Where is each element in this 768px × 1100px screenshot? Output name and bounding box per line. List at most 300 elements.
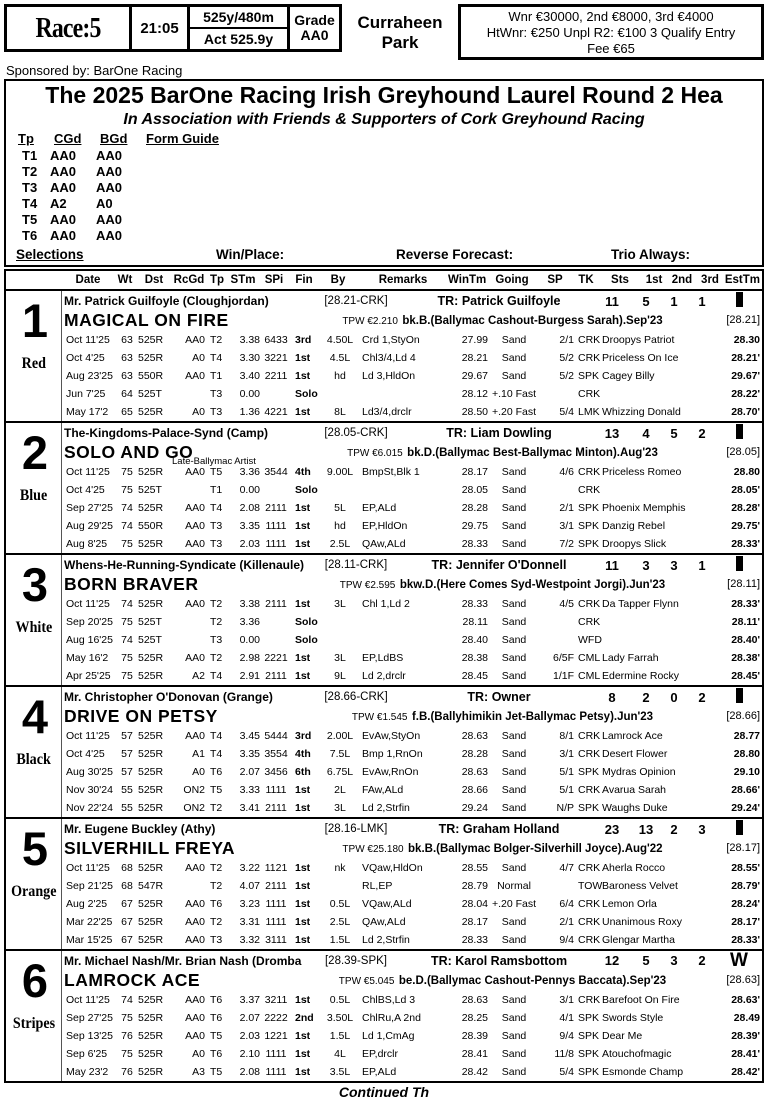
race-opponent: Swords Style	[602, 1012, 664, 1024]
race-sectional-time: 3.40	[239, 370, 260, 382]
race-track-code: SPK	[578, 502, 600, 514]
race-estimated-time: 28.33'	[731, 934, 760, 946]
race-trap: T2	[210, 802, 223, 814]
race-track-code: SPK	[578, 1048, 600, 1060]
race-going: Sand	[501, 670, 527, 682]
race-margin: 9L	[334, 670, 346, 682]
race-title: The 2025 BarOne Racing Irish Greyhound Laurel Round 2 Hea	[45, 82, 723, 108]
breeding-info: f.B.(Ballyhimikin Jet-Ballymac Petsy).Jun'23	[411, 711, 654, 723]
race-sectional-time: 3.38	[239, 598, 260, 610]
race-opponent: Glengar Martha	[602, 934, 675, 946]
race-grade: AA0	[185, 730, 205, 742]
race-history-row	[64, 481, 762, 499]
stat-starts: 12	[604, 953, 620, 968]
dog-section	[6, 553, 762, 685]
race-trap: T2	[210, 862, 223, 874]
race-remarks: Ld 2,Strfin	[362, 802, 410, 814]
race-sectional-time: 3.30	[239, 352, 260, 364]
race-estimated-time: 29.75'	[731, 520, 760, 532]
race-rows	[64, 727, 762, 817]
dog-header-line	[64, 555, 762, 573]
race-positions: 1111	[265, 916, 287, 928]
race-grade: AA0	[185, 466, 205, 478]
stat-thirds: 3	[698, 821, 706, 837]
race-rows	[64, 331, 762, 421]
race-track-code: CRK	[578, 730, 601, 742]
race-history-row	[64, 499, 762, 517]
race-distance: 525T	[138, 388, 162, 400]
race-trap: T4	[210, 730, 223, 742]
stat-firsts: 4	[642, 425, 650, 441]
race-opponent: Lamrock Ace	[602, 730, 663, 742]
race-number: Race:5	[35, 11, 101, 44]
race-positions: 3456	[264, 766, 288, 778]
fg-row	[18, 196, 762, 212]
race-estimated-time: 28.66'	[731, 784, 760, 796]
race-finish: 1st	[295, 406, 311, 418]
race-starting-price: 2/1	[559, 502, 574, 514]
seed-marker-icon	[716, 424, 762, 442]
race-track-code: CRK	[578, 352, 601, 364]
race-sectional-time: 3.41	[239, 802, 260, 814]
race-estimated-time: 29.24'	[731, 802, 760, 814]
race-date: May 16'2	[66, 652, 109, 664]
race-weight: 63	[121, 370, 133, 382]
race-history-row	[64, 595, 762, 613]
race-distance: 525T	[138, 634, 162, 646]
race-history-row	[64, 1009, 762, 1027]
race-going: Sand	[501, 652, 527, 664]
race-finish: 1st	[295, 802, 311, 814]
race-grade: AA0	[185, 862, 205, 874]
race-date: Oct 11'25	[66, 466, 110, 478]
race-weight: 75	[121, 616, 133, 628]
race-opponent: Unanimous Roxy	[602, 916, 682, 928]
race-estimated-time: 28.17'	[731, 916, 760, 928]
race-remarks: EP,ALd	[362, 1066, 397, 1078]
dog-content	[62, 951, 762, 1081]
race-track-code: CRK	[578, 466, 601, 478]
race-positions: 6433	[264, 334, 288, 346]
race-history-row	[64, 649, 762, 667]
stat-seconds: 1	[670, 293, 678, 309]
stat-starts: 8	[608, 689, 616, 705]
race-track-code: CRK	[578, 748, 601, 760]
race-trap: T2	[210, 616, 223, 628]
best-time: [28.63]	[726, 974, 760, 986]
race-history-row	[64, 463, 762, 481]
race-finish: 1st	[295, 880, 311, 892]
race-margin: 0.5L	[329, 898, 351, 910]
race-grade: AA0	[185, 334, 205, 346]
race-margin: 5L	[334, 502, 346, 514]
breeding-line	[299, 311, 706, 329]
race-remarks: QAw,ALd	[362, 538, 406, 550]
race-grade: ON2	[183, 802, 205, 814]
race-finish: 1st	[295, 652, 311, 664]
best-time-track: [28.11-CRK]	[324, 559, 388, 571]
trap-cell	[6, 291, 62, 421]
race-opponent: Lemon Orla	[602, 898, 657, 910]
race-win-time: 28.17	[461, 466, 488, 478]
race-date: Sep 20'25	[66, 616, 113, 628]
race-positions: 2111	[265, 880, 287, 892]
race-estimated-time: 28.22'	[731, 388, 760, 400]
race-distance: 525T	[138, 484, 162, 496]
breeding-info: bkw.D.(Here Comes Syd-Westpoint Jorgi).Jun'23	[399, 579, 666, 591]
race-trap: T5	[210, 466, 223, 478]
race-track-code: CRK	[578, 616, 601, 628]
owner-name: Mr. Michael Nash/Mr. Brian Nash (Dromba	[64, 953, 302, 968]
total-prize-won: TPW €2.210	[342, 316, 398, 327]
fg-tp: T4	[22, 196, 38, 211]
race-sectional-time: 3.31	[239, 916, 260, 928]
trainer-name: TR: Patrick Guilfoyle	[437, 294, 561, 308]
race-grade: A1	[192, 748, 205, 760]
trainer-name: TR: Graham Holland	[438, 822, 560, 836]
form-guide-header	[18, 130, 762, 148]
column-headers	[6, 271, 762, 291]
total-prize-won: TPW €1.545	[351, 712, 408, 723]
race-finish: 1st	[295, 1066, 311, 1078]
race-estimated-time: 29.10	[733, 766, 760, 778]
race-distance: 525R	[138, 1030, 164, 1042]
race-trap: T3	[210, 538, 223, 550]
race-going: +.20 Fast	[491, 898, 537, 910]
breeding-line	[299, 839, 706, 857]
race-date: Aug 16'25	[66, 634, 113, 646]
race-distance: 525R	[138, 1012, 164, 1024]
col-going: Going	[495, 274, 529, 286]
race-opponent: Edermine Rocky	[602, 670, 680, 682]
stat-starts: 11	[605, 557, 619, 573]
fg-cgd: AA0	[50, 148, 77, 163]
race-win-time: 28.50	[461, 406, 488, 418]
race-date: Aug 29'25	[66, 520, 113, 532]
race-going: Sand	[501, 502, 527, 514]
race-trap: T6	[210, 1012, 223, 1024]
race-remarks: Ld 1,CmAg	[362, 1030, 415, 1042]
race-margin: 3.50L	[326, 1012, 354, 1024]
race-remarks: FAw,ALd	[362, 784, 404, 796]
dog-name: BORN BRAVER	[64, 573, 199, 594]
race-win-time: 28.12	[461, 388, 488, 400]
race-history-row	[64, 349, 762, 367]
race-remarks: Bmp 1,RnOn	[362, 748, 423, 760]
race-starting-price: 5/2	[559, 370, 574, 382]
race-weight: 57	[121, 748, 133, 760]
race-distance: 525R	[138, 730, 164, 742]
race-trap: T3	[210, 634, 223, 646]
race-grade: AA0	[185, 934, 205, 946]
race-track-code: SPK	[578, 1066, 600, 1078]
trap-color-label: Stripes	[12, 1015, 55, 1032]
race-going: Sand	[501, 766, 527, 778]
owner-name: Mr. Patrick Guilfoyle (Cloughjordan)	[64, 294, 269, 308]
race-history-row	[64, 781, 762, 799]
race-remarks: VQaw,HldOn	[362, 862, 423, 874]
race-history-row	[64, 859, 762, 877]
race-trap: T4	[210, 502, 223, 514]
race-finish: Solo	[295, 616, 318, 628]
best-time: [28.17]	[726, 842, 760, 854]
race-date: Mar 15'25	[66, 934, 113, 946]
race-distance: 550R	[138, 520, 164, 532]
col-tp: Tp	[209, 274, 225, 286]
race-finish: 3rd	[295, 730, 312, 742]
race-margin: 7.5L	[329, 748, 351, 760]
race-remarks: Ld 2,Strfin	[362, 934, 410, 946]
stat-starts: 11	[605, 293, 619, 309]
race-number-cell	[7, 7, 129, 49]
stat-firsts: 2	[642, 689, 650, 705]
race-positions: 1121	[264, 862, 288, 874]
dog-header-line	[64, 423, 762, 441]
seed-marker-icon	[716, 556, 762, 574]
race-date: Oct 11'25	[66, 730, 110, 742]
trap-cell	[6, 951, 62, 1081]
prize-line-3: Fee €65	[587, 41, 635, 56]
col-sp: SP	[547, 274, 563, 286]
race-win-time: 29.24	[461, 802, 488, 814]
race-win-time: 28.33	[461, 934, 488, 946]
race-rows	[64, 595, 762, 685]
race-trap: T2	[210, 880, 223, 892]
race-date: Oct 4'25	[66, 484, 105, 496]
race-history-row	[64, 763, 762, 781]
race-distance: 525R	[138, 670, 164, 682]
dog-name: SOLO AND GO	[64, 441, 194, 462]
race-date: Oct 4'25	[66, 352, 105, 364]
race-date: Sep 21'25	[66, 880, 113, 892]
race-going: Sand	[501, 994, 527, 1006]
race-remarks: ChlRu,A 2nd	[362, 1012, 421, 1024]
race-positions: 1221	[264, 1030, 288, 1042]
race-estimated-time: 28.33'	[731, 538, 760, 550]
race-date: Aug 30'25	[66, 766, 113, 778]
best-time: [28.11]	[727, 578, 760, 590]
race-going: Sand	[501, 1066, 527, 1078]
race-weight: 65	[121, 406, 133, 418]
best-time-track: [28.21-CRK]	[324, 295, 388, 307]
race-sectional-time: 2.03	[239, 538, 260, 550]
race-remarks: Ld 2,drclr	[362, 670, 406, 682]
race-sectional-time: 3.33	[239, 784, 260, 796]
race-starting-price: 5/1	[559, 766, 574, 778]
race-estimated-time: 28.05'	[731, 484, 760, 496]
race-grade: A2	[192, 670, 205, 682]
seed-marker-icon	[716, 292, 762, 310]
race-trap: T3	[210, 520, 223, 532]
breeding-info: bk.B.(Ballymac Bolger-Silverhill Joyce).Aug'22	[408, 843, 663, 855]
race-track-code: CRK	[578, 784, 601, 796]
race-track-code: SPK	[578, 802, 600, 814]
race-distance: 525R	[138, 352, 164, 364]
race-starting-price: N/P	[556, 802, 574, 814]
race-trap: T4	[210, 748, 223, 760]
race-positions: 1111	[265, 784, 287, 796]
race-distance: 547R	[138, 880, 164, 892]
race-opponent: Barefoot On Fire	[602, 994, 680, 1006]
race-going: Sand	[501, 784, 527, 796]
race-sectional-time: 3.22	[239, 862, 260, 874]
race-finish: 1st	[295, 784, 311, 796]
race-remarks: EvAw,RnOn	[362, 766, 419, 778]
race-positions: 2111	[265, 802, 287, 814]
race-weight: 67	[121, 898, 133, 910]
fg-cgd: AA0	[50, 228, 77, 243]
breeding-line	[299, 575, 706, 593]
race-margin: 9.00L	[326, 466, 354, 478]
race-sectional-time: 2.98	[239, 652, 260, 664]
race-weight: 75	[121, 670, 133, 682]
race-win-time: 28.28	[461, 502, 488, 514]
race-trap: T6	[210, 1048, 223, 1060]
race-track-code: LMK	[578, 406, 600, 418]
fg-row	[18, 148, 762, 164]
race-estimated-time: 28.41'	[731, 1048, 760, 1060]
race-positions: 2111	[265, 670, 287, 682]
stat-seconds: 2	[670, 821, 678, 837]
race-grade: AA0	[185, 502, 205, 514]
race-distance: 525R	[138, 466, 164, 478]
race-win-time: 28.63	[461, 994, 488, 1006]
dog-section	[6, 291, 762, 421]
race-weight: 57	[121, 730, 133, 742]
dog-section	[6, 817, 762, 949]
form-guide	[18, 130, 762, 244]
race-finish: 1st	[295, 520, 311, 532]
stat-starts: 13	[604, 425, 620, 441]
trap-number: 2	[21, 426, 46, 479]
col-spi: SPi	[264, 274, 284, 286]
race-win-time: 28.05	[461, 484, 488, 496]
breeding-line	[299, 707, 706, 725]
race-date: May 23'2	[66, 1066, 109, 1078]
race-starting-price: 2/1	[559, 916, 574, 928]
race-going: Normal	[497, 880, 531, 892]
race-history-row	[64, 667, 762, 685]
race-margin: hd	[334, 370, 346, 382]
race-date: Sep 27'25	[66, 1012, 113, 1024]
race-positions: 3554	[264, 748, 288, 760]
race-subtitle: In Association with Friends & Supporters of Cork Greyhound Racing	[123, 111, 645, 128]
race-starting-price: 5/1	[559, 784, 574, 796]
race-opponent: Priceless On Ice	[602, 352, 679, 364]
race-weight: 75	[121, 466, 133, 478]
race-starting-price: 4/7	[559, 862, 574, 874]
race-estimated-time: 28.79'	[731, 880, 760, 892]
race-win-time: 28.25	[461, 1012, 488, 1024]
race-going: Sand	[501, 1048, 527, 1060]
race-starting-price: 6/4	[559, 898, 574, 910]
race-distance: 525R	[138, 802, 164, 814]
race-positions: 2211	[264, 370, 288, 382]
fg-col-cgd: CGd	[54, 131, 82, 146]
race-distance: 525R	[138, 1066, 164, 1078]
trap-number: 4	[21, 690, 46, 743]
race-win-time: 28.21	[461, 352, 488, 364]
race-starting-price: 2/1	[559, 334, 574, 346]
race-estimated-time: 28.55'	[731, 862, 760, 874]
fg-row	[18, 164, 762, 180]
best-time: [28.21]	[726, 314, 760, 326]
race-margin: 0.5L	[329, 994, 351, 1006]
race-weight: 74	[121, 598, 133, 610]
race-going: Sand	[501, 598, 527, 610]
dog-section	[6, 421, 762, 553]
fg-col-bgd: BGd	[100, 131, 128, 146]
race-weight: 68	[121, 880, 133, 892]
col-tk: TK	[578, 274, 594, 286]
fg-row	[18, 180, 762, 196]
race-positions: 2222	[264, 1012, 288, 1024]
race-date: Apr 25'25	[66, 670, 111, 682]
race-positions: 2111	[265, 502, 287, 514]
race-finish: 1st	[295, 862, 311, 874]
race-positions: 3211	[264, 994, 288, 1006]
race-date: Oct 11'25	[66, 598, 110, 610]
race-going: Sand	[501, 1030, 527, 1042]
race-opponent: Avarua Sarah	[602, 784, 667, 796]
race-weight: 68	[121, 862, 133, 874]
race-card-page	[0, 4, 768, 1100]
trainer-name: TR: Jennifer O'Donnell	[431, 558, 567, 572]
race-history-row	[64, 1063, 762, 1081]
race-going: Sand	[501, 520, 527, 532]
race-distance: 525R	[138, 862, 164, 874]
race-win-time: 28.40	[461, 634, 488, 646]
race-trap: T6	[210, 766, 223, 778]
race-going: +.10 Fast	[491, 388, 537, 400]
race-distance: 525R	[138, 652, 164, 664]
race-distance-actual: Act 525.9y	[203, 31, 274, 47]
dog-name-line	[64, 837, 762, 859]
race-margin: 3L	[334, 598, 346, 610]
fg-cgd: AA0	[50, 180, 77, 195]
stat-thirds: 1	[698, 293, 706, 309]
best-time-track: [28.05-CRK]	[324, 427, 388, 439]
race-win-time: 29.67	[461, 370, 488, 382]
race-track-code: CML	[578, 670, 601, 682]
race-estimated-time: 28.49	[733, 1012, 760, 1024]
race-weight: 74	[121, 994, 133, 1006]
race-history-row	[64, 745, 762, 763]
race-remarks: EvAw,StyOn	[362, 730, 421, 742]
grade-value: AA0	[300, 27, 329, 43]
dog-content	[62, 423, 762, 553]
fg-bgd: A0	[96, 196, 113, 211]
race-going: Sand	[501, 466, 527, 478]
race-sectional-time: 2.07	[239, 766, 260, 778]
race-weight: 76	[121, 1066, 133, 1078]
dog-name-line	[64, 309, 762, 331]
race-opponent: Waughs Duke	[602, 802, 668, 814]
col-3rd: 3rd	[701, 274, 719, 286]
race-starting-price: 3/1	[559, 748, 574, 760]
col-wintm: WinTm	[448, 274, 487, 286]
race-finish: 1st	[295, 916, 311, 928]
race-going: Sand	[501, 484, 527, 496]
race-estimated-time: 28.80	[733, 466, 760, 478]
col-by: By	[330, 274, 346, 286]
title-box	[4, 79, 764, 267]
race-estimated-time: 28.30	[733, 334, 760, 346]
trainer-name: TR: Owner	[467, 690, 531, 704]
col-2nd: 2nd	[671, 274, 693, 286]
race-remarks: EP,ALd	[362, 502, 397, 514]
race-weight: 63	[121, 334, 133, 346]
